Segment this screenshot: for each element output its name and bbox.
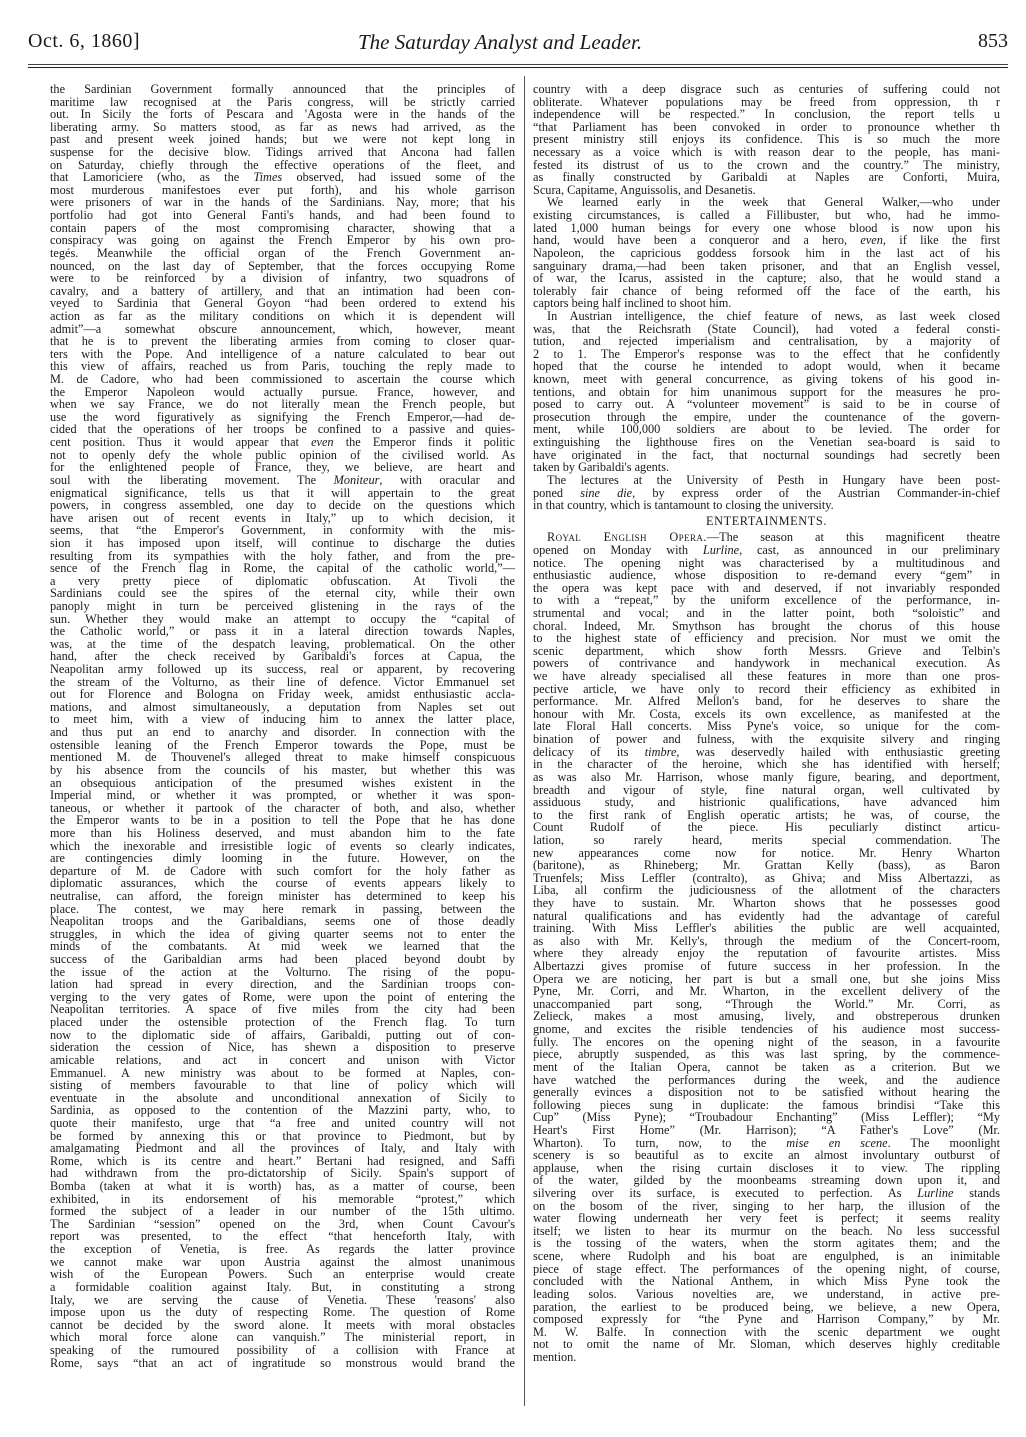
text-line: on the bosom of the river, singing to her harp, the illusion of the [533, 1198, 1000, 1213]
text-line: by his absence from the councils of his master, but whether this was [50, 762, 515, 777]
text-line: obliterate. Whatever populations may be freed from oppression, th r [533, 94, 1000, 109]
text-line: formed the subject of a leader in our number of the 15th ultimo. [50, 1204, 515, 1219]
text-line: now to the diplomatic side of affairs, Garibaldi, putting out of con- [50, 1027, 515, 1042]
text-line: Emmanuel. A new ministry was about to be formed at Naples, con- [50, 1065, 515, 1080]
text-line: as finally constructed by Garibaldi at Naples are Conforti, Muira, [533, 170, 1000, 185]
text-line: the Sardinian Government formally announced that the principles of [50, 82, 515, 96]
text-line: the exception of Venetia, is free. As regards the latter province [50, 1242, 515, 1257]
text-line: assiduous study, and histrionic qualifications, have advanced him [533, 795, 1000, 810]
text-line: panoply might in turn be perceived glistening in the rays of the [50, 598, 515, 613]
text-line: struggles, in which the idea of giving quarter seems not to enter the [50, 926, 515, 941]
text-line: out for Florence and Bologna on Friday week, amidst enthusiastic accla- [50, 687, 515, 702]
text-line: had withdrawn from the pro-dictatorship of Sicily. Spain's support of [50, 1166, 515, 1181]
text-line: success of the Garibaldian arms had been placed beyond doubt by [50, 952, 515, 967]
text-line: generally evinces a disposition not to be satisfied without hearing the [533, 1085, 1000, 1100]
text-line: Pyne, Mr. Corri, and Mr. Wharton, in the excellent delivery of the [533, 984, 1000, 999]
text-line: itself; we listen to hear its murmur on the beach. No less successful [533, 1223, 1000, 1238]
political-news-continuation [533, 83, 1000, 196]
text-line: portfolio had got into General Fanti's hands, and had been found to [50, 208, 515, 223]
text-line: poned sine die, by express order of the Austrian Commander-in-chief [533, 485, 1000, 500]
text-line: this view of affairs, reached us from Paris, touching the reply made to [50, 359, 515, 374]
text-line: We learned early in the week that General Walker,—who under [547, 195, 1000, 210]
text-line: M. W. Balfe. In connection with the scenic department we ought [533, 1324, 1000, 1339]
text-line: lated 1,000 human beings for every one whose blood is now upon his [533, 220, 1000, 235]
header-rule-thick [28, 67, 1008, 68]
text-line: minds of the combatants. At mid week we learned that the [50, 939, 515, 954]
text-line: silvering over its surface, is executed to perfection. As Lurline stands [533, 1186, 1000, 1201]
text-line: speaking of the rumoured possibility of a collision with France at [50, 1342, 515, 1357]
text-line: piece of stage effect. The performances of the opening night, of course, [533, 1261, 1000, 1276]
text-line: necessary as a voice which is with reason dear to the people, has mani- [533, 145, 1000, 160]
text-line: enigmatical significance, tells us that it will appertain to the great [50, 485, 515, 500]
text-line: Wharton). To turn, now, to the mise en scene. The moonlight [533, 1135, 1000, 1150]
text-line: sun. Whether they would make an attempt to occupy the “capital of [50, 611, 515, 626]
text-line: most murderous manifestoes ever put forth), and his whole garrison [50, 182, 515, 197]
text-line: that Lamoriciere (who, as the Times observed, had issued some of the [50, 170, 515, 185]
text-line: natural qualifications and has evidently had the advantage of careful [533, 908, 1000, 923]
text-line: In Austrian intelligence, the chief feature of news, as last week closed [547, 308, 1000, 323]
text-line: not to openly defy the whole public opinion of the civilised world. As [50, 447, 515, 462]
text-line: lation, so rarely heard, merits special commendation. The [533, 832, 1000, 847]
text-line: to the highest state of efficiency and precision. Nor must we omit the [533, 631, 1000, 646]
text-line: admit”—a somewhat obscure announcement, which, however, meant [50, 321, 515, 336]
text-line: more than his Holiness deserved, and must abandon him to the fate [50, 825, 515, 840]
text-line: scenic department, which show forth Messrs. Grieve and Telbin's [533, 643, 1000, 658]
text-line: (baritone), as Rhineberg; Mr. Grattan Kelly (bass), as Baron [533, 858, 1000, 873]
issue-date: Oct. 6, 1860] [28, 30, 141, 52]
text-line: as was also Mr. Harrison, whose manly figure, bearing, and deportment, [533, 769, 1000, 784]
text-line: to the first rank of English operatic artists; he was, of course, the [533, 807, 1000, 822]
text-line: concluded with the National Anthem, in which Miss Pyne took the [533, 1274, 1000, 1289]
text-line: placed under the ostensible protection of the French flag. To turn [50, 1015, 515, 1030]
text-line: sanguinary drama,—had been taken prisoner, and that an English vessel, [533, 258, 1000, 273]
text-line: paration, the earliest to be produced being, we believe, a new Opera, [533, 1299, 1000, 1314]
text-line: sideration the cession of Nice, has shewn a disposition to preserve [50, 1040, 515, 1055]
text-line: when we say France, we do not literally mean the French people, but [50, 397, 515, 412]
text-line: captors being half inclined to shoot him. [533, 296, 732, 311]
text-line: hand, would have been a conqueror and a hero, even, if like the first [533, 233, 1000, 248]
text-line: strumental and vocal; and in the latter point, both “soloistic” and [533, 605, 1000, 620]
text-line: Rome, says “that an act of ingratitude so monstrous would brand the [50, 1355, 515, 1370]
text-line: soul with the liberating movement. The Moniteur, with oracular and [50, 472, 515, 487]
text-line: taken by Garibaldi's agents. [533, 460, 670, 475]
text-line: are contingencies dimly looming in the future. However, on the [50, 851, 515, 866]
text-line: following pieces sung in duplicate: the famous brindisi “Take this [533, 1097, 1000, 1112]
publication-title: The Saturday Analyst and Leader. [358, 30, 643, 54]
text-line: powers, in congress assembled, one day to decide on the questions which [50, 498, 515, 513]
text-line: past and present week joined hands; but we were not kept long in [50, 132, 515, 147]
text-line: Count Rudolf of the piece. His peculiarly distinct articu- [533, 820, 1000, 835]
paragraph-general-walker [533, 196, 1000, 309]
text-line: were to be reinforced by a division of infantry, two squadrons of [50, 271, 515, 286]
text-line: Truenfels; Miss Leffler (contralto), as Ghiva; and Miss Albertazzi, as [533, 870, 1000, 885]
text-line: extinguishing the lighthouse fires on the Venetian sea-board is said to [533, 435, 1000, 450]
text-line: impose upon us the duty of respecting Rome. The question of Rome [50, 1305, 515, 1320]
text-line: which moral force alone can vanquish.” The ministerial report, in [50, 1330, 515, 1345]
text-line: was, at the time of the despatch leaving, problematical. On the other [50, 636, 515, 651]
text-line: piece, abruptly suspended, as this was last spring, by the commence- [533, 1047, 1000, 1062]
text-line: the opera was kept pace with and deserved, if not invariably responded [533, 580, 1000, 595]
text-line: Zelieck, makes a most amusing, lively, and obstreperous drunken [533, 1009, 1000, 1024]
text-line: mention. [533, 1349, 577, 1364]
text-line: Cup” (Miss Pyne); “Troubadour Enchanting” (Miss Leffler); “My [533, 1110, 1000, 1125]
text-line: honour with Mr. Costa, excels its own excellence, as manifested at the [533, 706, 1000, 721]
text-line: breadth and vigour of style, fine natural organ, well cultivated by [533, 782, 1000, 797]
text-line: cannot be decided by the sword alone. It meets with moral obstacles [50, 1317, 515, 1332]
text-line: applause, when the rising curtain discloses it to view. The rippling [533, 1160, 1000, 1175]
text-line: cided that the operations of her troops be confined to a passive and quies- [50, 422, 515, 437]
text-line: have arisen out of recent events in Italy,” up to which decision, it [50, 510, 515, 525]
text-line: mentioned M. de Thouvenel's alleged threat to make himself conspicuous [50, 750, 515, 765]
text-line: present ministry still enjoys its confidence. This is so much the more [533, 132, 1000, 147]
text-line: ment, while 100,000 soldiers are about to be levied. The order for [533, 422, 1000, 437]
text-line: delicacy of its timbre, was deservedly hailed with enthusiastic greeting [533, 744, 1000, 759]
text-line: new appearances come now for notice. Mr. Henry Wharton [533, 845, 1000, 860]
text-line: prosecution through the empire, under the countenance of the govern- [533, 409, 1000, 424]
text-line: suspense for the decisive blow. Tidings arrived that Ancona had fallen [50, 145, 515, 160]
text-line: they have to sustain. Mr. Wharton shows that he possesses good [533, 896, 1000, 910]
text-line: country with a deep disgrace such as centuries of suffering could not [533, 82, 1000, 96]
text-line: diplomatic assurances, which the course of events appears likely to [50, 876, 515, 891]
text-line: amicable relations, and act in concert and unison with Victor [50, 1052, 515, 1067]
text-line: cavalry, and a battery of artillery, and that an intimation had been con- [50, 283, 515, 298]
text-line: in that country, which is tantamount to closing the university. [533, 498, 834, 513]
text-line: mations, and almost simultaneously, a deputation from Naples set out [50, 699, 515, 714]
text-line: gnome, and excites the risible tendencies of his audience most success- [533, 1022, 1000, 1037]
text-line: the Emperor wants to be in a position to tell the Pope that he has done [50, 813, 515, 828]
text-line: Scura, Capitame, Anguissolis, and Desanetis. [533, 182, 756, 197]
text-line: in the character of the heroine, which she has identified with herself; [533, 757, 1000, 772]
text-line: have originated in the fact, that nocturnal soundings had secretly been [533, 447, 1000, 462]
text-line: is the tossing of the waters, when the storm agitates them; and the [533, 1236, 1000, 1251]
text-line: of war, the Icarus, assisted in the capture; also, that he would stand a [533, 271, 1000, 286]
text-line: amalgamating Piedmont and all the provinces of Italy, and Italy with [50, 1141, 515, 1156]
text-line: neutralise, can afford, the foreign minister has determined to keep his [50, 889, 515, 903]
header-rule-thin [28, 64, 1008, 65]
text-line: we have already specialised all these features in more than one pros- [533, 669, 1000, 684]
text-line: ment of the Italian Opera, cannot be taken as a criterion. But we [533, 1059, 1000, 1074]
text-line: existing circumstances, is called a Fillibuster, but who, had he immo- [533, 208, 1000, 223]
text-line: posed to carry out. A “volunteer movement” is said to be in course of [533, 397, 1000, 412]
text-line: composed expressly for “the Pyne and Harrison Company,” by Mr. [533, 1312, 1000, 1327]
text-line: Sardinia, as opposed to the contention of the Mazzini party, who, to [50, 1103, 515, 1118]
text-line: Heart's First Home” (Mr. Harrison); “A Father's Love” (Mr. [533, 1122, 1000, 1137]
text-line: Neapolitan army followed up its success, real or apparent, by recovering [50, 662, 515, 677]
text-line: Bomba (taken at what it is worth) has, as a matter of course, been [50, 1179, 515, 1194]
text-line: were prisoners of war in the hands of the Sardinians. Nay, more; that his [50, 195, 515, 210]
text-line: as also with Mr. Kelly's, through the medium of the Concert-room, [533, 933, 1000, 948]
text-line: tentions, and obtain for him unanimous support for the measures he pro- [533, 384, 1000, 399]
text-line: water flowing underneath her very feet is perfect; it seems reality [533, 1211, 1000, 1226]
text-line: Liba, all confirm the judiciousness of the allotment of the characters [533, 883, 1000, 898]
opera-first-line-text: —The season at this magnificent theatre [706, 530, 1000, 545]
text-line: seems, that “the Emperor's Government, in conformity with the mis- [50, 523, 515, 538]
text-line: for the enlightened people of France, they, we believe, are heart and [50, 460, 515, 475]
text-line: have watched the performances during the week, and the audience [533, 1072, 1000, 1087]
text-line: sence of the French flag in Rome, the capital of the catholic world,”— [50, 561, 515, 576]
text-line: tution, and rejected imperialism and centralisation, by a majority of [533, 334, 1000, 349]
text-line: Sardinians could see the spires of the eternal city, while their own [50, 586, 515, 601]
text-line: the Catholic world,” or pass it in a lateral direction towards Naples, [50, 624, 515, 639]
text-line: tegés. Meanwhile the official organ of the French Government an- [50, 245, 515, 260]
text-line: ters with the Pope. And intelligence of a nature calculated to bear out [50, 346, 515, 361]
text-line: The lectures at the University of Pesth in Hungary have been post- [547, 472, 1000, 487]
text-line: Rome, which is its centre and heart.” Bertani had resigned, and Saffi [50, 1153, 515, 1168]
text-line: and thus put an end to anarchy and disorder. In connection with the [50, 725, 515, 740]
text-line: to meet him, with a view of inducing him to annex the latter place, [50, 712, 515, 727]
text-line: an obsequious anticipation of the presumed wishes existent in the [50, 775, 515, 790]
text-line: “that Parliament has been convoked in order to pronounce whether th [533, 119, 1000, 134]
text-line: eventuate in the absolute and unconditional annexation of Sicily to [50, 1090, 515, 1105]
text-line: the Emperor Napoleon would actually pursue. France, however, and [50, 384, 515, 399]
text-line: place. The contest, we may here remark in passing, between the [50, 901, 515, 916]
text-line: report was presented, to the effect “that henceforth Italy, with [50, 1229, 515, 1244]
text-line: ostensible leaning of the French Emperor towards the Pope, must be [50, 737, 515, 752]
paragraph-royal-english-opera [533, 544, 1000, 1364]
text-line: Opera we are noticing, her part is but a small one, but she joins Miss [533, 971, 1000, 986]
text-line: a formidable coalition against Italy. But, in constituting a strong [50, 1279, 515, 1294]
text-line: fested its distrust of us to the crown and the country.” The ministry, [533, 157, 1000, 172]
text-line: hand, after the check received by Garibaldi's forces at Capua, the [50, 649, 515, 664]
text-line: taneous, or whether it partook of the character of both, and also, whether [50, 800, 515, 815]
right-column-article [533, 83, 1000, 1364]
text-line: late Floral Hall concerts. Miss Pyne's voice, so unique for the com- [533, 719, 1000, 734]
text-line: quote their manifesto, urge that “a free and united country will not [50, 1115, 515, 1130]
text-line: hoped that the course he intended to adopt would, when it became [533, 359, 1000, 374]
text-line: independence will be respected.” In conclusion, the report tells u [533, 107, 1000, 122]
page-number: 853 [978, 30, 1008, 52]
text-line: sisting of members favourable to that line of policy which will [50, 1078, 515, 1093]
text-line: pective article, we have only to record their efficiency as exhibited in [533, 681, 1000, 696]
text-line: exhibited, in its endorsement of his memorable “protest,” which [50, 1191, 515, 1206]
text-line: nounced, on the last day of September, that the forces occupying Rome [50, 258, 515, 273]
text-line: out. In Sicily the forts of Pescara and 'Agosta were in the hands of the [50, 107, 515, 122]
text-line: that he is to prevent the liberating armies from coming to closer quar- [50, 334, 515, 349]
text-line: M. de Cadore, who had been commissioned to ascertain the course which [50, 372, 515, 387]
section-heading-entertainments: ENTERTAINMENTS. [705, 513, 827, 528]
text-line: powers of contrivance and handywork in mechanical execution. As [533, 656, 1000, 671]
text-line: liberating army. So matters stood, as far as news had arrived, as the [50, 119, 515, 134]
text-line: use the word figuratively as signifying the French Emperor,—had de- [50, 409, 515, 424]
text-line: training. With Miss Leffler's abilities the public are well acquainted, [533, 921, 1000, 936]
text-line: of the water, gilded by the moonbeams streaming down upon it, and [533, 1173, 1000, 1188]
text-line: unaccompanied part song, “Through the World.” Mr. Corri, as [533, 996, 1000, 1011]
text-line: the stream of the Volturno, as their line of defence. Victor Emmanuel set [50, 674, 515, 689]
text-line: to with a “repeat,” by the uniform excellence of the performance, in- [533, 593, 1000, 608]
text-line: conspiracy was going on against the French Emperor by his own pro- [50, 233, 515, 248]
text-line: sion it has imposed upon itself, will continue to discharge the duties [50, 535, 515, 550]
text-line: contain papers of the most compromising character, showing that a [50, 220, 515, 235]
text-line: on Saturday, chiefly through the effective operations of the fleet, and [50, 157, 515, 172]
text-line: resulting from its sympathies with the holy father, and from the pre- [50, 548, 515, 563]
text-line: wish of the European Powers. Such an enterprise would create [50, 1267, 515, 1282]
paragraph-austrian-intelligence [533, 310, 1000, 474]
text-line: leading solos. Various novelties are, we understand, in active pre- [533, 1286, 1000, 1301]
text-line: Italy, we are serving the cause of Venetia. These 'reasons' also [50, 1292, 515, 1307]
text-line: lation had spread in every direction, and the Sardinian troops con- [50, 977, 515, 992]
text-line: cent position. Thus it would appear that even the Emperor finds it politic [50, 435, 515, 450]
text-line: a very pretty piece of diplomatic obfuscation. At Tivoli the [50, 573, 515, 588]
text-line: scenery is so beautiful as to excite an almost involuntary outburst of [533, 1148, 1000, 1163]
left-column-article [50, 83, 515, 1369]
text-line: known, meet with general concurrence, as giving tokens of his good in- [533, 372, 1000, 387]
text-line: scene, where Rudolph and his boat are engulphed, is an inimitable [533, 1249, 1000, 1264]
text-line: Neapolitan territories. A space of five miles from the city had been [50, 1002, 515, 1017]
text-line: which the inexorable and irresistible logic of events so clearly indicates, [50, 838, 515, 853]
text-line: fully. The encores on the opening night of the season, in a favourite [533, 1034, 1000, 1049]
text-line: was, that the Reichsrath (State Council), had voted a federal consti- [533, 321, 1000, 336]
text-line: the issue of the action at the Volturno. The rising of the popu- [50, 964, 515, 979]
text-line: tolerably fair chance of being reformed off the face of the earth, his [533, 283, 1000, 298]
opera-lead-in: Royal English Opera. [547, 530, 707, 545]
page-header [28, 30, 1008, 52]
text-line: Albertazzi gives promise of future success in her profession. In the [533, 959, 1000, 974]
text-line: we cannot make war upon Austria against the almost unanimous [50, 1254, 515, 1269]
text-line: verging to the very gates of Rome, were upon the point of entering the [50, 989, 515, 1004]
text-line: opened on Monday with Lurline, cast, as announced in our preliminary [533, 542, 1001, 557]
text-line: Imperial mind, or whether it was prompted, or whether it was spon- [50, 788, 515, 803]
column-divider [524, 76, 525, 1406]
text-line: 2 to 1. The Emperor's response was to the effect that he confidently [533, 346, 1000, 361]
text-line: choral. Indeed, Mr. Smythson has brought the chorus of this house [533, 618, 1000, 633]
text-line: action as far as the military conditions on which it is dependent will [50, 308, 515, 323]
text-line: where they already enjoy the reputation of favourite artistes. Miss [533, 946, 1000, 961]
text-line: bination of power and fulness, with the exquisite silvery and ringing [533, 732, 1000, 747]
text-line: veyed to Sardinia that General Goyon “had been ordered to extend his [50, 296, 515, 311]
text-line: maritime law recognised at the Paris congress, will be strictly carried [50, 94, 515, 109]
text-line: departure of M. de Cadore with such comfort for the holy father as [50, 863, 515, 878]
text-line: Neapolitan troops and the Garibaldians, seems one of those deadly [50, 914, 515, 929]
text-line: be formed by annexing this or that province to Piedmont, but by [50, 1128, 515, 1143]
text-line: The Sardinian “session” opened on the 3rd, when Count Cavour's [50, 1216, 515, 1231]
text-line: enthusiastic audience, whose disposition to re-demand every “gem” in [533, 568, 1000, 583]
text-line: Napoleon, the capricious goddess forsook him in the last act of his [533, 245, 1000, 260]
text-line: performance. Mr. Alfred Mellon's band, for he deserves to share the [533, 694, 1000, 709]
paragraph-pesth-university [533, 474, 1000, 512]
text-line: notice. The opening night was characterised by a multitudinous and [533, 555, 1000, 570]
text-line: not to omit the name of Mr. Sloman, which deserves highly creditable [533, 1337, 1000, 1352]
